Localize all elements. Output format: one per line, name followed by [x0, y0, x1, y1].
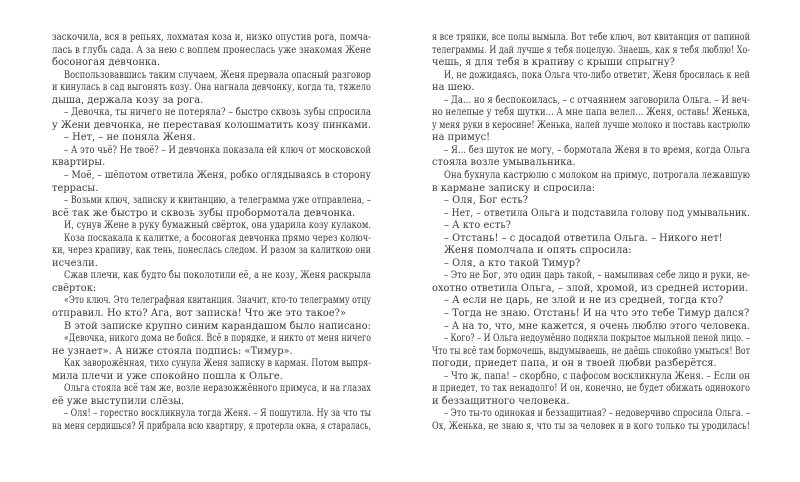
text-line: – Оля, Бог есть? — [444, 195, 529, 207]
text-line: на шею. — [432, 82, 475, 94]
text-line: – Я... без шуток не могу, – бормотала Женя в то время, когда Ольга — [444, 144, 750, 156]
text-line: на примус! — [432, 132, 491, 144]
text-line: Ольга стояла всё там же, возле неразожжённого примуса, и на глазах — [64, 383, 371, 395]
text-line: погоди, приедет папа, и он в твоей любви разберётся. — [432, 358, 717, 370]
text-line: не узнает». А ниже стояла подпись: «Тимур». — [52, 345, 293, 357]
text-line: дыша, держала козу за рога. — [52, 94, 204, 106]
text-line: в кармане записку и спросила: — [432, 182, 596, 194]
text-line: босоногая девчонка. — [52, 57, 161, 69]
text-line: квартиры. — [52, 157, 106, 169]
text-line: охотно ответила Ольга, – злой, хромой, из средней истории. — [432, 282, 749, 294]
text-line: – А если не царь, не злой и не из средней, тогда кто? — [444, 295, 724, 307]
text-line: В этой записке крупно синим карандашом было написано: — [64, 320, 371, 332]
text-line: Воспользовавшись таким случаем, Женя прервала опасный разговор — [64, 69, 371, 81]
text-line: Женя помолчала и опять спросила: — [444, 245, 632, 257]
text-line: – Девочка, ты ничего не потеряла? – быстро сквозь зубы спросила — [64, 107, 371, 119]
text-line: мила плечи и уже спокойно пошла к Ольге. — [52, 370, 283, 382]
text-line: я все тряпки, все полы вымыла. Вот тебе ключ, вот квитанция от папиной — [432, 32, 750, 43]
text-line: стояла возле умывальника. — [432, 157, 576, 169]
text-line: Что ты всё там бормочешь, выдумываешь, не даёшь спокойно умыться! Вот — [432, 345, 750, 357]
text-line: исчезли. — [52, 257, 98, 269]
text-line: и беззащитного человека. — [432, 395, 570, 407]
text-line: заскочила, вся в репьях, лохматая коза и, низко опустив рога, помча- — [52, 32, 371, 43]
text-line: – Кого? – И Ольга недоумённо подняла покрытое мыльной пеной лицо. – — [444, 333, 750, 345]
text-line: на меня сердишься? Я прибрала всю квартиру, я протерла окна, я старалась, — [52, 420, 371, 432]
text-line: – Нет, – ответила Ольга и подставила голову под умывальник. — [444, 207, 750, 219]
text-line: Сжав плечи, как будто бы поколотили её, а не козу, Женя раскрыла — [64, 270, 371, 282]
text-line: – А на то, что, мне кажется, я очень люблю этого человека. — [444, 320, 750, 332]
text-line: – Оля! – горестно воскликнула тогда Женя. – Я пошутила. Ну за что ты — [64, 408, 371, 420]
text-line: – Тогда не знаю. Отстань! И на что это тебе Тимур дался? — [444, 308, 750, 320]
text-line: у Жени девчонка, не переставая колошматить козу пинками. — [52, 119, 371, 131]
text-line: всё так же быстро и сквозь зубы пробормотала девчонка. — [52, 207, 356, 219]
text-line: и кинулась в сад выгонять козу. Она нагнала девчонку, когда та, тяжело — [52, 82, 371, 94]
text-line: отправил. Но кто? Ага, вот записка! Что же это такое?» — [52, 308, 347, 320]
text-line: Коза поскакала к калитке, а босоногая девчонка прямо через колюч- — [64, 232, 371, 244]
text-line: «Девочка, никого дома не бойся. Всё в порядке, и никто от меня ничего — [64, 333, 371, 345]
text-line: свёрток: — [52, 282, 97, 294]
text-line: но нелепые у тебя шутки... А мне папа велел... Женя, оставь! Женька, — [432, 107, 750, 119]
text-line: чешь, я для тебя в крапиву с крыши спрыгну? — [432, 57, 675, 69]
text-line: – А это чьё? Не твоё? – И девчонка показала ей ключ от московской — [64, 144, 371, 156]
text-line: Как заворожённая, тихо сунула Женя записку в карман. Потом выпря- — [64, 358, 371, 370]
text-line: – Это ты-то одинокая и беззащитная? – недоверчиво спросила Ольга. – — [444, 408, 750, 420]
text-line: террасы. — [52, 182, 99, 194]
text-line: её уже выступили слёзы. — [52, 395, 185, 407]
text-line: и приедет, то так ненадолго! И он, конечно, не будет обижать одинокого — [432, 383, 750, 395]
text-line: – Да... но я беспокоилась, – с отчаянием заговорила Ольга. – И веч- — [444, 94, 750, 106]
right-page-text-column — [432, 32, 750, 434]
text-line: у меня руки в керосине! Женька, налей лучше молоко и поставь кастрюлю — [432, 119, 750, 131]
text-line: Ох, Женька, не знаю я, что ты за человек и в кого только ты уродилась! — [432, 420, 750, 432]
text-line: – Возьми ключ, записку и квитанцию, а телеграмма уже отправлена, – — [64, 195, 371, 207]
text-line: – А кто есть? — [444, 220, 512, 232]
text-line: лась в глубь сада. А за нею с воплем пронеслась уже знакомая Жене — [52, 44, 371, 56]
text-line: – Это не Бог, это один царь такой, – намыливая себе лицо и руки, не- — [444, 270, 750, 282]
text-line: телеграммы. И дай лучше я тебя поцелую. Знаешь, как я тебя люблю! Хо- — [432, 44, 750, 56]
text-line: И, сунув Жене в руку бумажный свёрток, она ударила козу кулаком. — [64, 220, 371, 232]
text-line: И, не дожидаясь, пока Ольга что-либо ответит, Женя бросилась к ней — [444, 69, 750, 81]
text-line: – Оля, а кто такой Тимур? — [444, 257, 581, 269]
text-line: – Что ж, папа! – скорбно, с пафосом воскликнула Женя. – Если он — [444, 370, 750, 382]
text-line: ки, через крапиву, как тень, понеслась следом. И разом за калиткою они — [52, 245, 371, 257]
text-line: – Моё, – шёпотом ответила Женя, робко оглядываясь в сторону — [64, 170, 371, 182]
text-line: «Это ключ. Это телеграфная квитанция. Значит, кто-то телеграмму отцу — [64, 295, 371, 307]
text-line: – Нет, – не поняла Женя. — [64, 132, 196, 144]
text-line: – Отстань! – с досадой ответила Ольга. – Никого нет! — [444, 232, 723, 244]
left-page-text-column — [52, 32, 371, 434]
text-line: Она бухнула кастрюлю с молоком на примус, потрогала лежавшую — [444, 170, 750, 182]
